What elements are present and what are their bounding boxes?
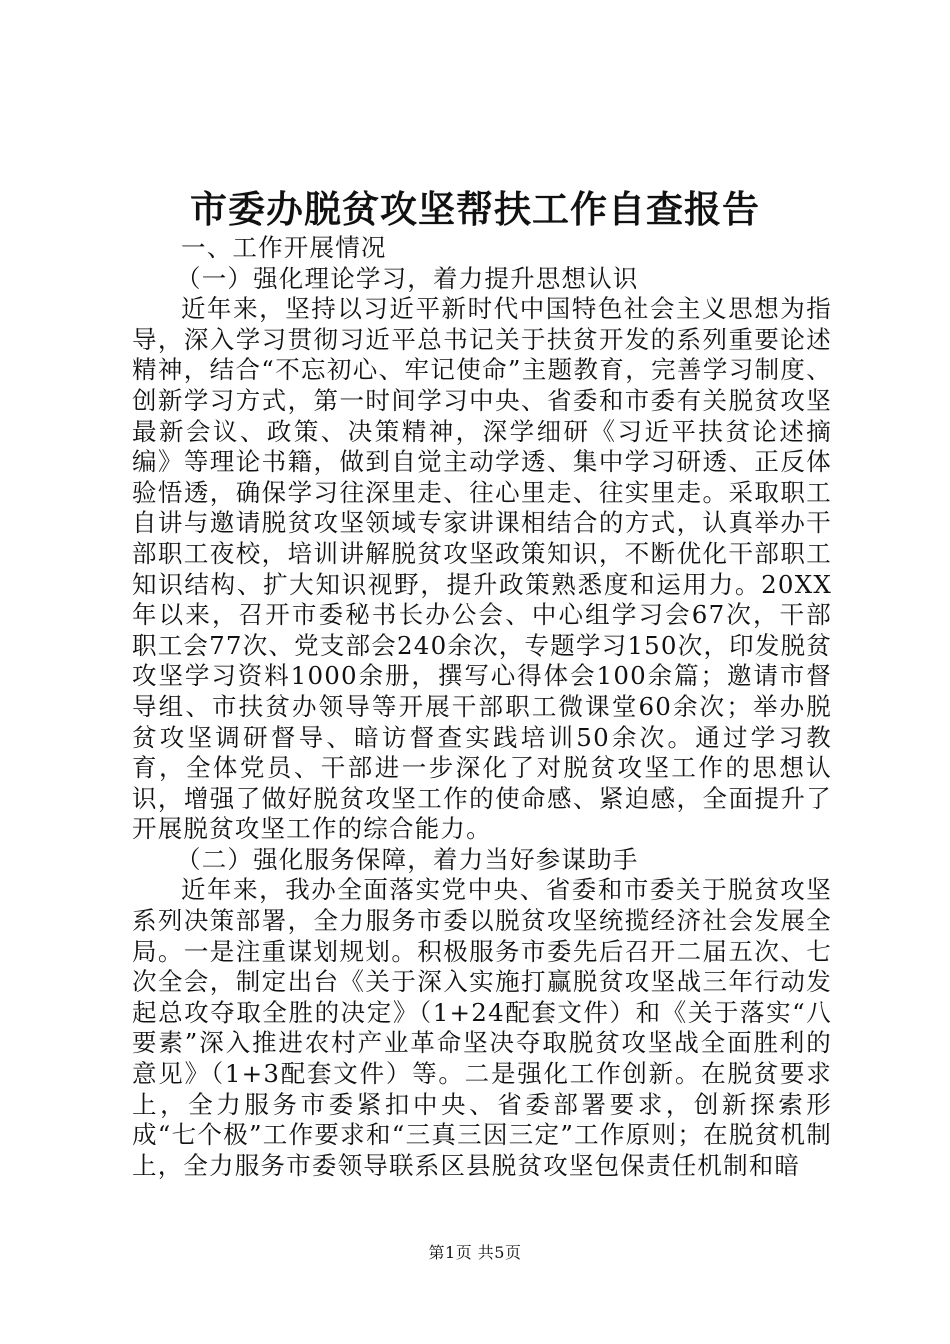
body-paragraph: 近年来，我办全面落实党中央、省委和市委关于脱贫攻坚系列决策部署，全力服务市委以脱贫攻坚统揽经济社会发展全局。一是注重谋划规划。积极服务市委先后召开二届五次、七次全会，制定出台《关于深入实施打赢脱贫攻坚战三年行动发起总攻夺取全胜的决定》（1+24配套文件）和《关于落实“八要素”深入推进农村产业革命坚决夺取脱贫攻坚战全面胜利的意见》（1+3配套文件）等。二是强化工作创新。在脱贫要求上，全力服务市委紧扣中央、省委部署要求，创新探索形成“七个极”工作要求和“三真三因三定”工作原则；在脱贫机制上，全力服务市委领导联系区县脱贫攻坚包保责任机制和暗 <box>132 875 832 1180</box>
body-paragraph: 近年来，坚持以习近平新时代中国特色社会主义思想为指导，深入学习贯彻习近平总书记关于扶贫开发的系列重要论述精神，结合“不忘初心、牢记使命”主题教育，完善学习制度、创新学习方式，第一时间学习中央、省委和市委有关脱贫攻坚最新会议、政策、决策精神，深学细研《习近平扶贫论述摘编》等理论书籍，做到自觉主动学透、集中学习研透、正反体验悟透，确保学习往深里走、往心里走、往实里走。采取职工自讲与邀请脱贫攻坚领域专家讲课相结合的方式，认真举办干部职工夜校，培训讲解脱贫攻坚政策知识，不断优化干部职工知识结构、扩大知识视野，提升政策熟悉度和运用力。20XX年以来，召开市委秘书长办公会、中心组学习会67次，干部职工会77次、党支部会240余次，专题学习150次，印发脱贫攻坚学习资料1000余册，撰写心得体会100余篇；邀请市督导组、市扶贫办领导等开展干部职工微课堂60余次；举办脱贫攻坚调研督导、暗访督查实践培训50余次。通过学习教育，全体党员、干部进一步深化了对脱贫攻坚工作的思想认识，增强了做好脱贫攻坚工作的使命感、紧迫感，全面提升了开展脱贫攻坚工作的综合能力。 <box>132 294 832 844</box>
page-footer: 第1页 共5页 <box>428 1243 522 1262</box>
subsection-heading: （一）强化理论学习，着力提升思想认识 <box>176 263 639 293</box>
document-title: 市委办脱贫攻坚帮扶工作自查报告 <box>190 187 760 231</box>
section-heading: 一、工作开展情况 <box>181 233 387 262</box>
subsection-heading: （二）强化服务保障，着力当好参谋助手 <box>176 844 639 874</box>
document-body <box>132 233 832 1181</box>
